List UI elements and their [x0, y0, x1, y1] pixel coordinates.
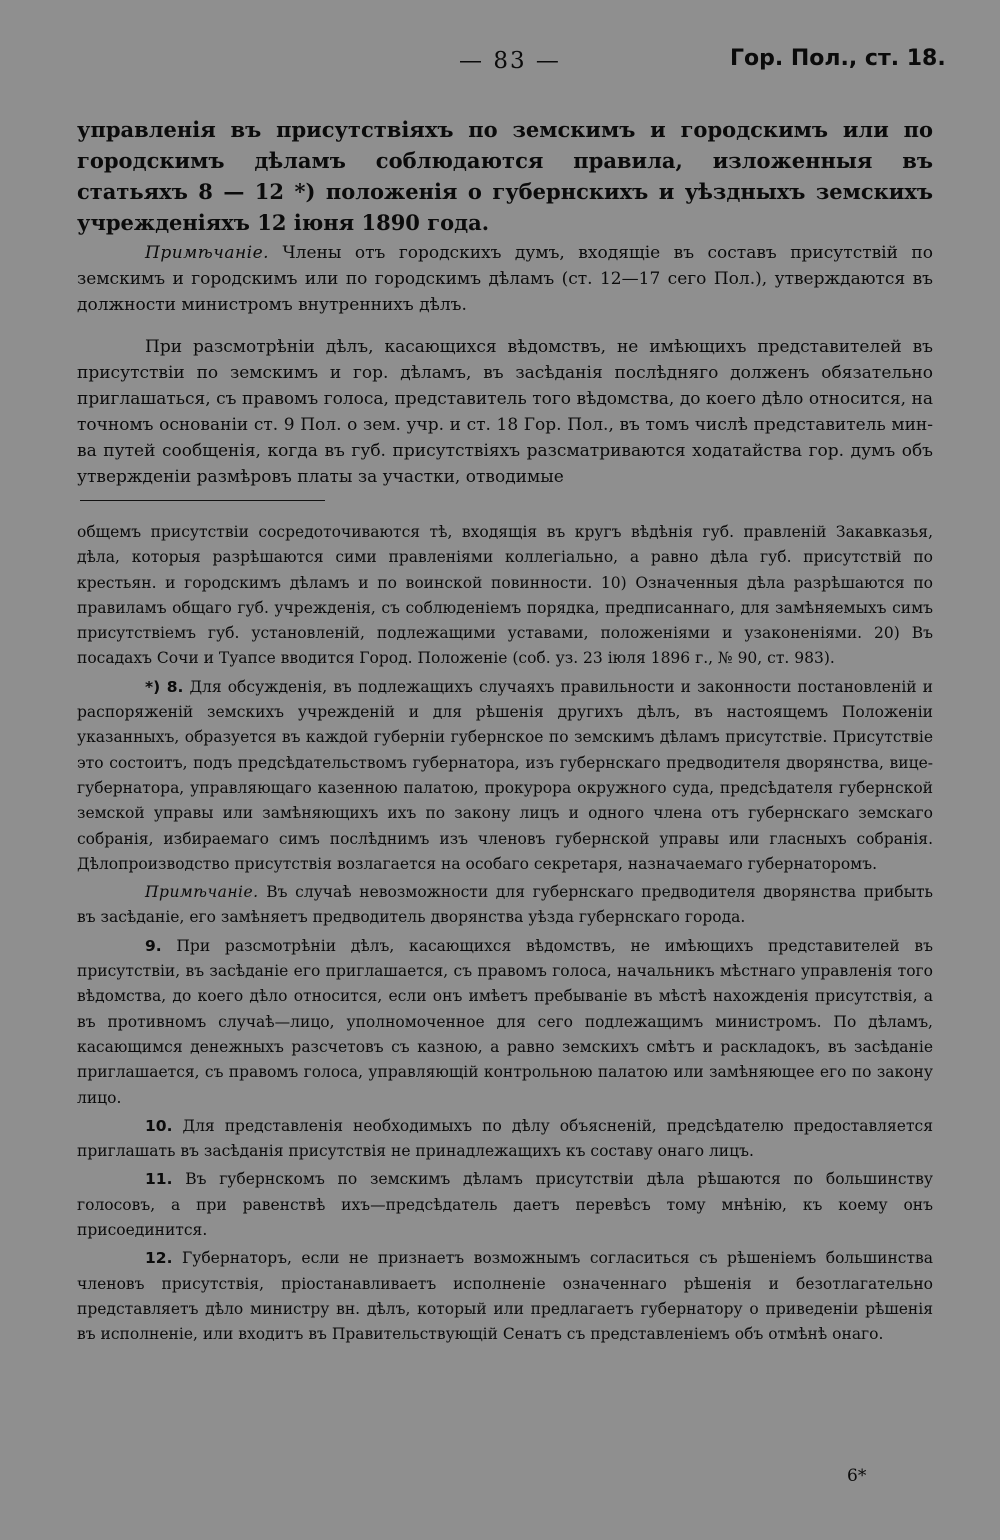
note-paragraph	[77, 240, 933, 318]
page-header	[0, 44, 1000, 84]
article-12-number: 12.	[145, 1249, 173, 1268]
article-8-note-text: Въ случаѣ невозможности для губернскаго предводителя дворянства прибыть въ засѣданіе, его замѣняетъ предводитель дворянства уѣзда губернскаго города.	[77, 883, 933, 927]
note-text: Члены отъ городскихъ думъ, входящіе въ составъ присутствій по земскимъ и городскимъ или по городскимъ дѣламъ (ст. 12—17 сего Пол.), утверждаются въ должности министромъ внутреннихъ дѣлъ.	[77, 243, 933, 315]
footnote-continuation: общемъ присутствіи сосредоточиваются тѣ, входящія въ кругъ вѣдѣнія губ. правленій Закавказья, дѣла, которыя разрѣшаются сими правленіями коллегіально, а равно дѣла губ. присутствій по крестьян. и городскимъ дѣламъ и по воинской повинности. 10) Означенныя дѣла разрѣшаются по правиламъ общаго губ. учрежденія, съ соблюденіемъ порядка, предписаннаго, для замѣняемыхъ симъ присутствіемъ губ. установленій, подлежащими уставами, положеніями и узаконеніями. 20) Въ посадахъ Сочи и Туапсе вводится Город. Положеніе (соб. уз. 23 іюля 1896 г., № 90, ст. 983).	[77, 523, 933, 668]
article-8-text: Для обсужденія, въ подлежащихъ случаяхъ правильности и законности постановленій и распоряженій земскихъ учрежденій и для рѣшенія другихъ дѣлъ, въ настоящемъ Положеніи указанныхъ, образуется въ каждой губерніи губернское по земскимъ дѣламъ присутствіе. Присутствіе это состоитъ, подъ предсѣдательствомъ губернатора, изъ губернскаго предводителя дворянства, вице-губернатора, управляющаго казенною палатою, прокурора окружного суда, предсѣдателя губернской земской управы или замѣняющихъ ихъ по закону лицъ и одного члена отъ губернскаго земскаго собранія, избираемаго симъ послѣднимъ изъ членовъ губернской управы или гласныхъ собранія. Дѣлопроизводство присутствія возлагается на особаго секретаря, назначаемаго губернаторомъ.	[77, 677, 933, 873]
running-head: Гор. Пол., ст. 18.	[730, 46, 946, 71]
article-8-number: *) 8.	[145, 677, 184, 696]
article-10	[77, 1114, 933, 1165]
article-12-text: Губернаторъ, если не признаетъ возможнымъ согласиться съ рѣшеніемъ большинства членовъ присутствія, пріостанавливаетъ исполненіе означеннаго рѣшенія и безотлагательно представляетъ дѣло министру вн. дѣлъ, который или предлагаетъ губернатору о приведеніи рѣшенія въ исполненіе, или входитъ въ Правительствующій Сенатъ съ представленіемъ объ отмѣнѣ онаго.	[77, 1249, 933, 1344]
article-11	[77, 1167, 933, 1243]
article-10-number: 10.	[145, 1116, 173, 1135]
article-9-text: При разсмотрѣніи дѣлъ, касающихся вѣдомствъ, не имѣющихъ представителей въ присутствіи, въ засѣданіе его приглашается, съ правомъ голоса, начальникъ мѣстнаго управленія того вѣдомства, до коего дѣло относится, если онъ имѣетъ пребываніе въ мѣстѣ нахожденія присутствія, а въ противномъ случаѣ—лицо, уполномоченное для сего подлежащимъ министромъ. По дѣламъ, касающимся денежныхъ разсчетовъ съ казною, а равно земскихъ смѣтъ и раскладокъ, въ засѣданіе приглашается, съ правомъ голоса, управляющій контрольною палатою или замѣняющее его по закону лицо.	[77, 936, 933, 1107]
article-9	[77, 934, 933, 1111]
footnotes	[77, 520, 933, 1351]
article-12	[77, 1246, 933, 1347]
page-number: — 83 —	[459, 48, 561, 74]
note-label: Примѣчаніе.	[145, 243, 270, 263]
article-9-number: 9.	[145, 936, 162, 955]
article-8	[77, 675, 933, 877]
body-paragraph	[77, 334, 933, 490]
body-paragraph-text: При разсмотрѣніи дѣлъ, касающихся вѣдомствъ, не имѣющихъ представителей въ присутствіи по земскимъ и гор. дѣламъ, въ засѣданія послѣдняго долженъ обязательно приглашаться, съ правомъ голоса, представитель того вѣдомства, до коего дѣло относится, на точномъ основаніи ст. 9 Пол. о зем. учр. и ст. 18 Гор. Пол., въ томъ числѣ представитель мин-ва путей сообщенія, когда въ губ. присутствіяхъ разсматриваются ходатайства гор. думъ объ утвержденіи размѣровъ платы за участки, отводимые	[77, 337, 933, 487]
signature-mark: 6*	[847, 1466, 867, 1486]
article-8-note-label: Примѣчаніе.	[145, 883, 259, 902]
article-8-note	[77, 880, 933, 931]
article-11-number: 11.	[145, 1170, 173, 1189]
footnote-divider	[80, 500, 325, 501]
article-10-text: Для представленія необходимыхъ по дѣлу объясненій, предсѣдателю предоставляется приглашать въ засѣданія присутствія не принадлежащихъ къ составу онаго лицъ.	[77, 1116, 933, 1161]
article-11-text: Въ губернскомъ по земскимъ дѣламъ присутствіи дѣла рѣшаются по большинству голосовъ, а при равенствѣ ихъ—предсѣдатель даетъ перевѣсъ тому мнѣнію, къ коему онъ присоединится.	[77, 1170, 933, 1240]
lead-paragraph: управленія въ присутствіяхъ по земскимъ и городскимъ или по городскимъ дѣламъ соблюдаются правила, изложенныя въ статьяхъ 8 — 12 *) положенія о губернскихъ и уѣздныхъ земскихъ учрежденіяхъ 12 іюня 1890 года.	[77, 117, 933, 235]
